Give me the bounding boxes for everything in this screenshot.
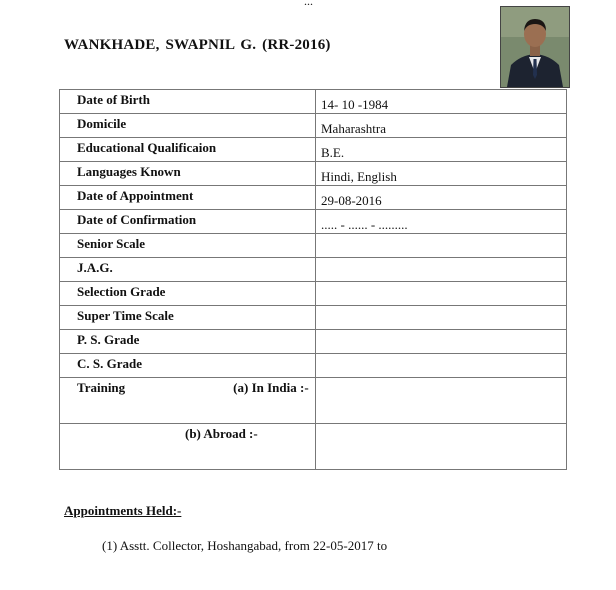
row-value <box>316 354 567 378</box>
row-label: C. S. Grade <box>60 354 316 378</box>
appointments-heading: Appointments Held:- <box>64 503 182 518</box>
row-value: Hindi, English <box>316 162 567 186</box>
row-label: Educational Qualificaion <box>60 138 316 162</box>
training-abroad-row <box>60 424 567 470</box>
table-row <box>60 162 567 186</box>
training-india-row <box>60 378 567 424</box>
row-label: Date of Birth <box>60 90 316 114</box>
officer-name-heading: WANKHADE, SWAPNIL G. (RR-2016) <box>64 37 331 53</box>
row-value: 29-08-2016 <box>316 186 567 210</box>
row-value: 14- 10 -1984 <box>316 90 567 114</box>
training-label: Training <box>77 380 126 395</box>
training-india-label: (a) In India :- <box>233 380 309 395</box>
row-label: Super Time Scale <box>60 306 316 330</box>
appointment-item: (1) Asstt. Collector, Hoshangabad, from 22-05-2017 to <box>102 538 388 553</box>
training-abroad-value <box>316 424 567 470</box>
training-abroad-label: (b) Abroad :- <box>185 426 258 441</box>
row-label: Selection Grade <box>60 282 316 306</box>
row-value: ..... - ...... - ......... <box>316 210 567 234</box>
table-row <box>60 330 567 354</box>
officer-photo <box>500 6 570 88</box>
table-row <box>60 282 567 306</box>
row-value <box>316 234 567 258</box>
table-row <box>60 186 567 210</box>
row-value: Maharashtra <box>316 114 567 138</box>
table-row <box>60 138 567 162</box>
row-label: Senior Scale <box>60 234 316 258</box>
row-label: P. S. Grade <box>60 330 316 354</box>
profile-table <box>59 89 567 470</box>
table-row <box>60 354 567 378</box>
row-label: Domicile <box>60 114 316 138</box>
table-row <box>60 90 567 114</box>
training-abroad-cell <box>60 424 316 470</box>
row-value <box>316 258 567 282</box>
row-label: Languages Known <box>60 162 316 186</box>
row-value <box>316 330 567 354</box>
row-value <box>316 282 567 306</box>
table-row <box>60 234 567 258</box>
row-value <box>316 306 567 330</box>
row-label: Date of Confirmation <box>60 210 316 234</box>
page-marker: ... <box>304 0 313 8</box>
portrait-image <box>501 7 569 87</box>
table-row <box>60 210 567 234</box>
training-india-value <box>316 378 567 424</box>
row-label: J.A.G. <box>60 258 316 282</box>
table-row <box>60 306 567 330</box>
row-label: Date of Appointment <box>60 186 316 210</box>
row-value: B.E. <box>316 138 567 162</box>
training-cell <box>60 378 316 424</box>
table-row <box>60 114 567 138</box>
table-row <box>60 258 567 282</box>
